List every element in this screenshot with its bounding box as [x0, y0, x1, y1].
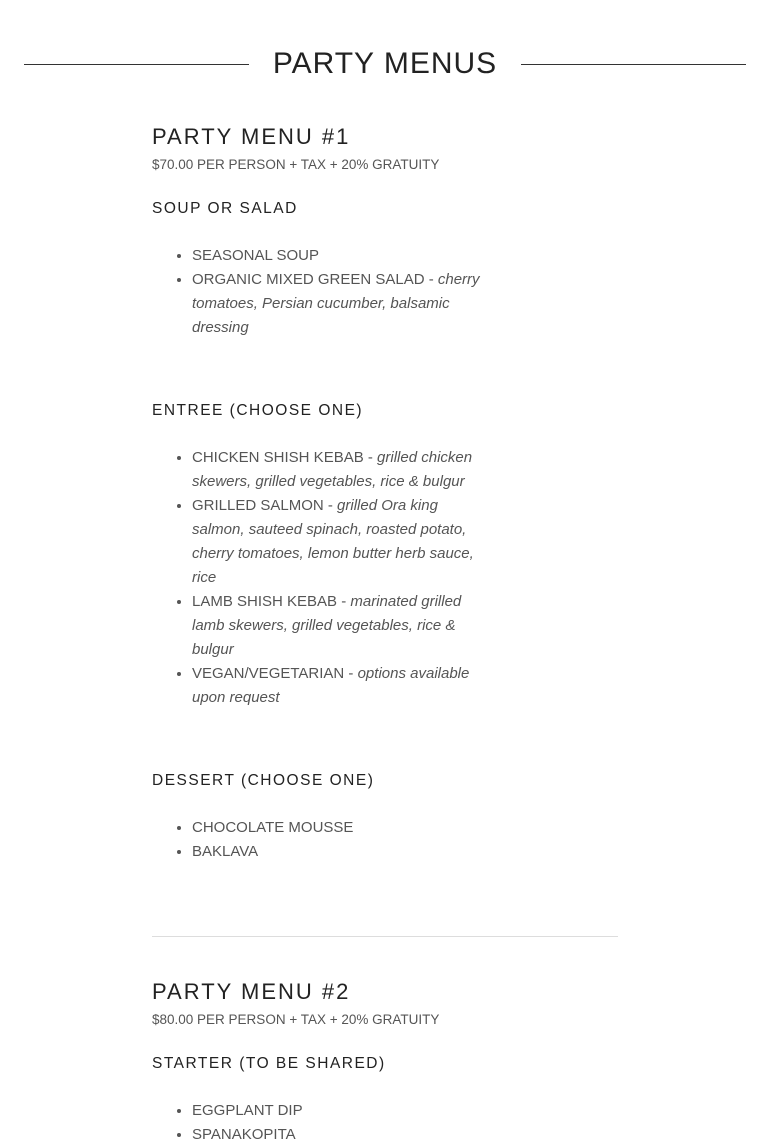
list-item [192, 816, 488, 840]
list-item [192, 840, 488, 864]
item-description: grilled chicken skewers, grilled vegetables, rice & bulgur [192, 449, 473, 490]
item-description: grilled Ora king salmon, sauteed spinach, roasted potato, cherry tomatoes, lemon butter herb sauce, rice [192, 497, 474, 586]
course-title: SOUP OR SALAD [152, 200, 298, 217]
item-description: cherry tomatoes, Persian cucumber, balsamic dressing [192, 271, 480, 336]
course-item-list [152, 446, 488, 710]
list-item [192, 1099, 488, 1123]
item-name: BAKLAVA [192, 843, 259, 860]
item-name: CHOCOLATE MOUSSE [192, 819, 354, 836]
item-name: SEASONAL SOUP [192, 247, 319, 264]
list-item [192, 268, 488, 340]
party-menu-1 [152, 122, 618, 864]
course-title: ENTREE (CHOOSE ONE) [152, 402, 364, 419]
item-name: EGGPLANT DIP [192, 1102, 303, 1119]
page-header [24, 40, 746, 88]
menu-price: $80.00 PER PERSON + TAX + 20% GRATUITY [152, 1012, 440, 1027]
header-rule-right [521, 64, 746, 65]
list-item [192, 494, 488, 590]
item-name: ORGANIC MIXED GREEN SALAD - [192, 271, 438, 288]
list-item [192, 244, 488, 268]
item-name: CHICKEN SHISH KEBAB - [192, 449, 378, 466]
page-title: PARTY MENUS [272, 47, 498, 80]
list-item [192, 590, 488, 662]
list-item [192, 446, 488, 494]
menu-title: PARTY MENU #2 [152, 979, 351, 1004]
course-item-list [152, 816, 488, 864]
item-name: GRILLED SALMON - [192, 497, 338, 514]
header-rule-left [24, 64, 249, 65]
party-menu-2 [152, 977, 618, 1147]
menus-content [152, 122, 618, 1147]
item-description: marinated grilled lamb skewers, grilled vegetables, rice & bulgur [192, 593, 462, 658]
menu-price: $70.00 PER PERSON + TAX + 20% GRATUITY [152, 157, 440, 172]
menu-title: PARTY MENU #1 [152, 124, 351, 149]
item-description: options available upon request [192, 665, 470, 706]
course-item-list [152, 1099, 488, 1147]
list-item [192, 662, 488, 710]
item-name: VEGAN/VEGETARIAN - [192, 665, 358, 682]
item-name: SPANAKOPITA [192, 1126, 296, 1143]
course-title: STARTER (TO BE SHARED) [152, 1055, 386, 1072]
section-divider [152, 936, 618, 937]
course-title: DESSERT (CHOOSE ONE) [152, 772, 375, 789]
course-item-list [152, 244, 488, 340]
item-name: LAMB SHISH KEBAB - [192, 593, 351, 610]
